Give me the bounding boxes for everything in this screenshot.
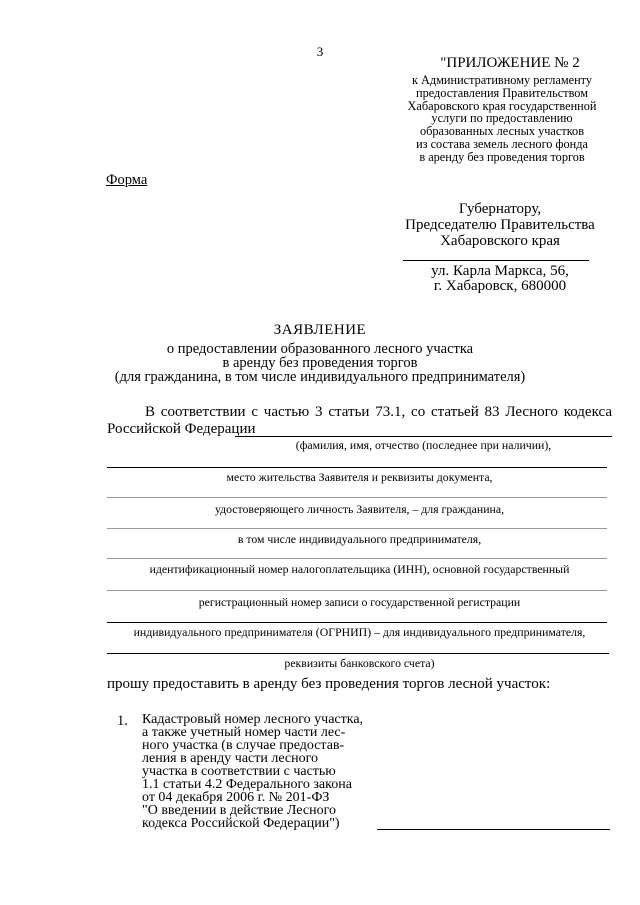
caption-residence: место жительства Заявителя и реквизиты документа, [226, 470, 493, 484]
caption-entrepreneur: в том числе индивидуального предпринимателя, [237, 532, 482, 546]
appendix-line: предоставления Правительством [415, 85, 588, 100]
caption-ogrnip: индивидуального предпринимателя (ОГРНИП) – для индивидуального предпринимателя, [133, 625, 586, 639]
applicant-name-field[interactable] [235, 436, 612, 437]
item-line: кодекса Российской Федерации") [142, 816, 340, 831]
item-line: 1.1 статьи 4.2 Федерального закона [142, 777, 352, 792]
caption-identity: удостоверяющего личность Заявителя, – для гражданина, [214, 502, 505, 516]
subtitle-line: о предоставлении образованного лесного участка [166, 341, 474, 357]
fill-line[interactable] [107, 528, 607, 529]
appendix-line: в аренду без проведения торгов [419, 149, 585, 164]
fill-line[interactable] [107, 558, 607, 559]
fill-line[interactable] [107, 497, 607, 498]
fill-line[interactable] [107, 622, 607, 623]
item-line: участка в соответствии с частью [142, 764, 336, 779]
address-line: ул. Карла Маркса, 56, [431, 263, 569, 279]
document-subtitle [0, 343, 640, 384]
document-title: ЗАЯВЛЕНИЕ [273, 322, 367, 338]
appendix-line: услуги по предоставлению [431, 111, 573, 126]
item-line: "О введении в действие Лесного [142, 803, 336, 818]
appendix-subtitle [382, 74, 622, 164]
paragraph-line-2: Российской Федерации [107, 421, 256, 437]
subtitle-line: в аренду без проведения торгов [222, 354, 418, 371]
fill-line[interactable] [107, 590, 607, 591]
item-description [142, 713, 377, 830]
page-number: 3 [316, 44, 324, 59]
item-line: от 04 декабря 2006 г. № 201-ФЗ [142, 790, 330, 805]
appendix-title: "ПРИЛОЖЕНИЕ № 2 [440, 55, 580, 71]
item-line: ного участка (в случае предостав- [142, 738, 345, 753]
addressee-line: Председателю Правительства [405, 217, 595, 233]
addressee [380, 201, 620, 249]
appendix-line: из состава земель лесного фонда [416, 136, 588, 151]
item-number: 1. [117, 713, 128, 729]
cadastral-number-field[interactable] [377, 829, 610, 830]
form-label: Форма [106, 172, 148, 188]
appendix-line: образованных лесных участков [419, 124, 585, 139]
addressee-fill-line[interactable] [403, 260, 589, 261]
address-line: г. Хабаровск, 680000 [433, 278, 567, 294]
appendix-line: Хабаровского края государственной [407, 98, 597, 113]
caption-registration: регистрационный номер записи о государственной регистрации [198, 595, 521, 609]
request-text: прошу предоставить в аренду без проведения торгов лесной участок: [107, 676, 551, 692]
caption-inn: идентификационный номер налогоплательщика (ИНН), основной государственный [149, 562, 570, 576]
addressee-line: Губернатору, [458, 201, 542, 217]
fill-line[interactable] [107, 653, 609, 654]
appendix-line: к Административному регламенту [411, 73, 593, 87]
fill-line[interactable] [107, 467, 607, 468]
item-line: а также учетный номер части лес- [142, 725, 346, 740]
addressee-line: Хабаровского края [440, 233, 560, 249]
caption-bank: реквизиты банковского счета) [284, 656, 435, 670]
caption-full-name: (фамилия, имя, отчество (последнее при наличии), [295, 438, 552, 452]
item-line: Кадастровый номер лесного участка, [142, 712, 364, 727]
addressee-address [380, 264, 620, 294]
paragraph-line-1: В соответствии с частью 3 статьи 73.1, со статьей 83 Лесного кодекса [145, 404, 612, 420]
subtitle-line: (для гражданина, в том числе индивидуального предпринимателя) [114, 368, 526, 385]
item-line: ления в аренду части лесного [142, 751, 319, 766]
